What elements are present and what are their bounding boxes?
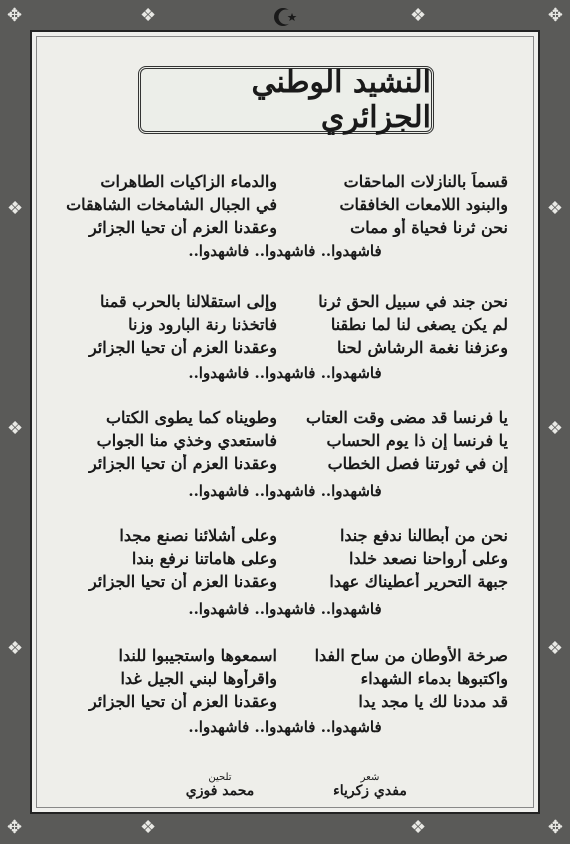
crescent-star-icon [270, 6, 300, 28]
corner-ornament-icon: ✥ [7, 5, 23, 26]
refrain: فاشهدوا.. فاشهدوا.. فاشهدوا.. [188, 364, 382, 382]
edge-ornament-icon: ❖ [140, 5, 157, 26]
composer-name: محمد فوزي [185, 783, 255, 799]
verse-line: إن في ثورتنا فصل الخطاب وعقدنا العزم أن تحيا الجزائر [88, 454, 508, 473]
verse-line: جبهة التحرير أعطيناك عهدا وعقدنا العزم أن تحيا الجزائر [88, 572, 508, 591]
page-title: النشيد الوطني الجزائري [251, 65, 431, 135]
refrain: فاشهدوا.. فاشهدوا.. فاشهدوا.. [188, 600, 382, 618]
title-cartouche [138, 66, 434, 134]
verse-line: وعزفنا نغمة الرشاش لحنا وعقدنا العزم أن تحيا الجزائر [88, 338, 508, 357]
corner-ornament-icon: ✥ [7, 817, 23, 838]
refrain: فاشهدوا.. فاشهدوا.. فاشهدوا.. [188, 242, 382, 260]
edge-ornament-icon: ❖ [140, 817, 157, 838]
verse-line: قد مددنا لك يا مجد يدا وعقدنا العزم أن تحيا الجزائر [88, 692, 508, 711]
edge-ornament-icon: ❖ [7, 638, 24, 659]
verse-line: واكتبوها بدماء الشهداء واقرأوها لبني الجيل غدا [120, 669, 508, 688]
composer-credit [160, 772, 280, 799]
verse-line: صرخة الأوطان من ساح الفدا اسمعوها واستجيبوا للندا [118, 646, 508, 665]
edge-ornament-icon: ❖ [410, 817, 427, 838]
corner-ornament-icon: ✥ [547, 817, 563, 838]
edge-ornament-icon: ❖ [7, 198, 24, 219]
verse-line: قسماً بالنازلات الماحقات والدماء الزاكيات الطاهرات [100, 172, 508, 191]
edge-ornament-icon: ❖ [546, 638, 563, 659]
composer-role: تلحين [208, 772, 232, 783]
verse-line: يا فرنسا قد مضى وقت العتاب وطويناه كما يطوى الكتاب [105, 408, 508, 427]
edge-ornament-icon: ❖ [546, 418, 563, 439]
corner-ornament-icon: ✥ [547, 5, 563, 26]
verse-line: نحن جند في سبيل الحق ثرنا وإلى استقلالنا بالحرب قمنا [99, 292, 508, 311]
edge-ornament-icon: ❖ [7, 418, 24, 439]
verse-line: نحن ثرنا فحياة أو ممات وعقدنا العزم أن تحيا الجزائر [88, 218, 508, 237]
verse-line: يا فرنسا إن ذا يوم الحساب فاستعدي وخذي منا الجواب [96, 431, 508, 450]
verse-line: نحن من أبطالنا ندفع جندا وعلى أشلائنا نصنع مجدا [119, 526, 508, 545]
verse-line: وعلى أرواحنا نصعد خلدا وعلى هاماتنا نرفع بندا [131, 549, 508, 568]
poet-name: مفدي زكرياء [333, 783, 407, 799]
refrain: فاشهدوا.. فاشهدوا.. فاشهدوا.. [188, 718, 382, 736]
poet-credit [300, 772, 440, 799]
verse-line: والبنود اللامعات الخافقات في الجبال الشامخات الشاهقات [66, 195, 508, 214]
poet-role: شعر [360, 772, 380, 783]
edge-ornament-icon: ❖ [546, 198, 563, 219]
verse-line: لم يكن يصغى لنا لما نطقنا فاتخذنا رنة البارود وزنا [128, 315, 508, 334]
edge-ornament-icon: ❖ [410, 5, 427, 26]
refrain: فاشهدوا.. فاشهدوا.. فاشهدوا.. [188, 482, 382, 500]
